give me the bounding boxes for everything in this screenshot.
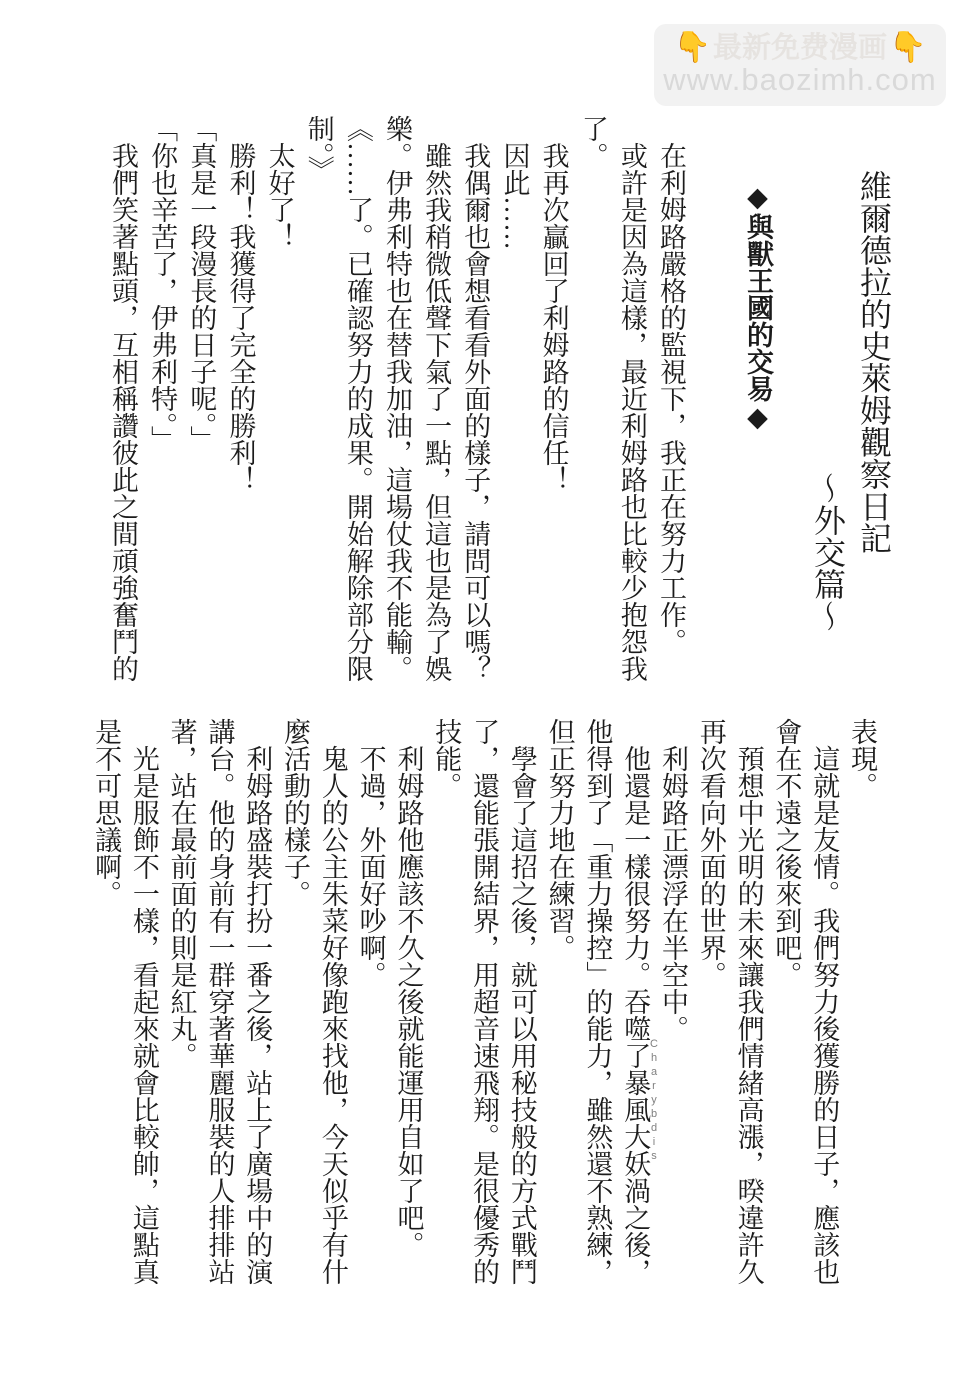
ruby-annotation-charybdis: Charybdis [648,1038,660,1164]
paragraph: 我偶爾也會想看看外面的樣子，請問可以嗎？ [460,142,491,682]
paragraph: 不過，外面好吵啊。 [355,745,386,988]
point-down-emoji-right: 👇 [889,31,927,65]
paragraph: 《……了。已確認努力的成果。開始解除部分限制。》 [303,115,373,682]
paragraph: 利姆路盛裝打扮一番之後，站上了廣場中的演講台。他的身前有一群穿著華麗服裝的人排排站著，站在最前面的則是紅丸。 [166,718,273,1285]
paragraph: 預想中光明的未來讓我們情緒高漲，暌違許久再次看向外面的世界。 [695,718,764,1285]
paragraph: 光是服飾不一樣，看起來就會比較帥，這點真是不可思議啊。 [91,718,159,1285]
paragraph: 我們笑著點頭，互相稱讚彼此之間頑強奮鬥的 [108,142,139,682]
watermark-badge[interactable] [654,24,946,106]
paragraph: 「真是一段漫長的日子呢。」 [186,115,217,453]
paragraph: 「你也辛苦了，伊弗利特。」 [147,115,178,453]
paragraph: 太好了！ [264,142,295,250]
paragraph: 鬼人的公主朱菜好像跑來找他，今天似乎有什麼活動的樣子。 [280,718,348,1285]
paragraph: 勝利！我獲得了完全的勝利！ [225,142,256,493]
paragraph: 或許是因為這樣，最近利姆路也比較少抱怨我了。 [577,115,647,682]
watermark-url[interactable]: www.baozimh.com [663,62,937,98]
paragraph: 我再次贏回了利姆路的信任！ [538,142,569,493]
paragraph: 在利姆路嚴格的監視下，我正在努力工作。 [656,142,686,655]
paragraph: 雖然我稍微低聲下氣了一點，但這也是為了娛樂。伊弗利特也在替我加油，這場仗我不能輸。 [382,115,452,682]
page-subtitle: ～外交篇～ [810,472,846,632]
paragraph: 因此…… [499,142,530,250]
paragraph: 利姆路他應該不久之後就能運用自如了吧。 [393,745,424,1258]
page-title: 維爾德拉的史萊姆觀察日記 [856,170,892,554]
section-heading: ◆與獸王國的交易◆ [743,182,773,433]
text-block-bottom [86,718,880,1293]
paragraph: 這就是友情。我們努力後獲勝的日子，應該也會在不遠之後來到吧。 [771,718,840,1285]
paragraph: 他還是一樣很努力。吞噬了暴風大妖渦之後，他得到了「重力操控」的能力，雖然還不熟練，但正努力地在練習。 [544,718,651,1285]
point-down-emoji-left: 👇 [673,31,711,65]
watermark-text: 最新免费漫画 [712,32,887,64]
watermark-line1 [674,33,927,63]
paragraph: 學會了這招之後，就可以用秘技般的方式戰鬥了，還能張開結界，用超音速飛翔。是很優秀的技能。 [431,718,537,1285]
text-block-top [103,115,690,690]
paragraph: 利姆路正漂浮在半空中。 [658,745,689,1042]
paragraph: 表現。 [847,718,877,799]
